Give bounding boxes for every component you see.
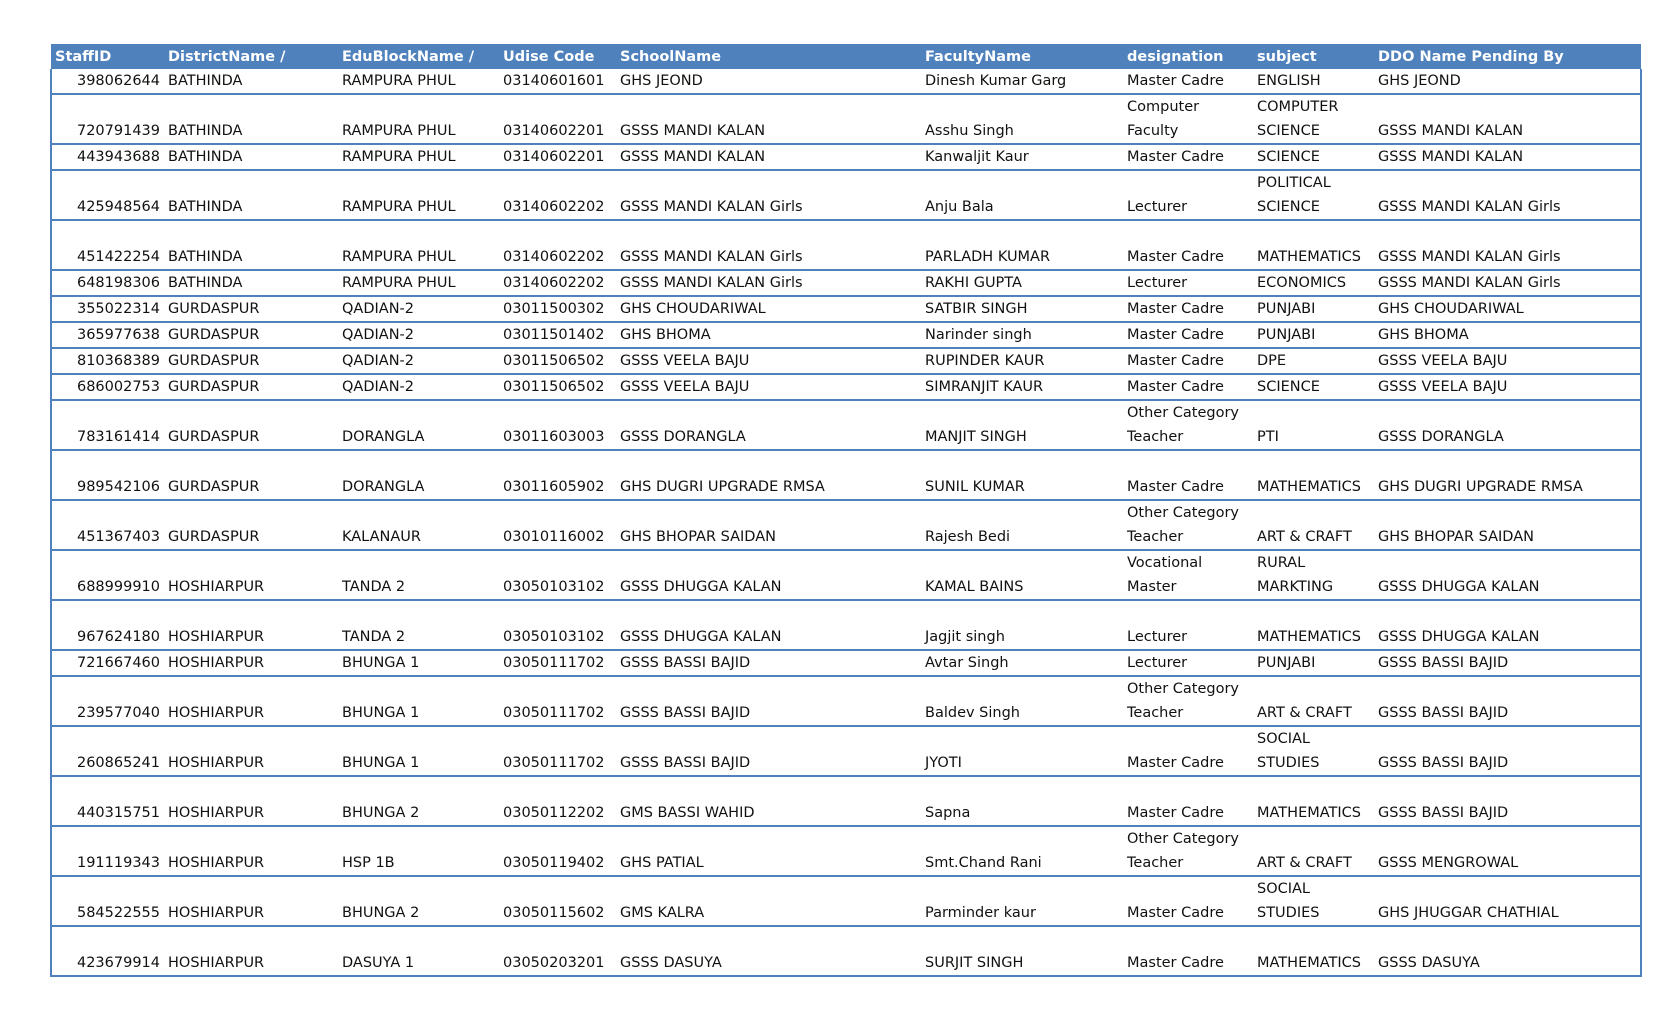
subject-cell: ECONOMICS <box>1257 275 1347 291</box>
school-name-cell: GSSS MANDI KALAN <box>620 149 766 165</box>
table-row <box>51 170 1641 220</box>
udise-code-cell: 03050111702 <box>503 755 605 771</box>
faculty-name-cell: JYOTI <box>925 755 962 771</box>
district-cell: GURDASPUR <box>168 353 260 369</box>
col-header-udise-code: Udise Code <box>499 44 616 69</box>
subject-cell: SOCIAL STUDIES <box>1257 881 1320 921</box>
ddo-name-cell: GSSS MENGROWAL <box>1374 826 1641 876</box>
ddo-name-cell: GHS BHOMA <box>1374 322 1641 348</box>
designation-cell: Master Cadre <box>1127 955 1224 971</box>
staff-id-cell: 989542106 <box>51 450 164 500</box>
staff-id-cell: 451422254 <box>51 220 164 270</box>
ddo-name-cell: GHS CHOUDARIWAL <box>1374 296 1641 322</box>
district-cell: GURDASPUR <box>168 327 260 343</box>
subject-cell: MATHEMATICS <box>1257 479 1361 495</box>
designation-cell: Master Cadre <box>1127 805 1224 821</box>
edu-block-cell: DASUYA 1 <box>342 955 415 971</box>
faculty-name-cell: Sapna <box>925 805 971 821</box>
edu-block-cell: RAMPURA PHUL <box>342 249 456 265</box>
faculty-name-cell: Jagjit singh <box>925 629 1005 645</box>
faculty-name-cell: KAMAL BAINS <box>925 579 1024 595</box>
subject-cell: RURAL MARKTING <box>1257 555 1334 595</box>
udise-code-cell: 03050112202 <box>503 805 605 821</box>
udise-code-cell: 03050203201 <box>503 955 605 971</box>
school-name-cell: GHS BHOPAR SAIDAN <box>620 529 776 545</box>
staff-id-cell: 440315751 <box>51 776 164 826</box>
faculty-name-cell: Avtar Singh <box>925 655 1009 671</box>
designation-cell: Master Cadre <box>1127 327 1224 343</box>
table-row <box>51 348 1641 374</box>
designation-cell: Computer Faculty <box>1127 99 1200 139</box>
district-cell: BATHINDA <box>168 123 243 139</box>
designation-cell: Lecturer <box>1127 199 1188 215</box>
staff-id-cell: 967624180 <box>51 600 164 650</box>
district-cell: HOSHIARPUR <box>168 629 265 645</box>
col-header-edu-block: EduBlockName / <box>338 44 499 69</box>
edu-block-cell: BHUNGA 2 <box>342 805 420 821</box>
staff-id-cell: 810368389 <box>51 348 164 374</box>
faculty-name-cell: Smt.Chand Rani <box>925 855 1042 871</box>
edu-block-cell: QADIAN-2 <box>342 327 414 343</box>
subject-cell: MATHEMATICS <box>1257 249 1361 265</box>
col-header-subject: subject <box>1253 44 1374 69</box>
header-row <box>51 44 1641 69</box>
ddo-name-cell: GHS BHOPAR SAIDAN <box>1374 500 1641 550</box>
designation-cell: Master Cadre <box>1127 353 1224 369</box>
designation-cell: Master Cadre <box>1127 149 1224 165</box>
district-cell: HOSHIARPUR <box>168 805 265 821</box>
subject-cell: ART & CRAFT <box>1257 855 1352 871</box>
ddo-name-cell: GSSS DORANGLA <box>1374 400 1641 450</box>
subject-cell: ART & CRAFT <box>1257 705 1352 721</box>
district-cell: HOSHIARPUR <box>168 755 265 771</box>
school-name-cell: GSSS BASSI BAJID <box>620 705 751 721</box>
district-cell: BATHINDA <box>168 73 243 89</box>
edu-block-cell: BHUNGA 1 <box>342 705 420 721</box>
table-row <box>51 69 1641 94</box>
udise-code-cell: 03011506502 <box>503 353 605 369</box>
staff-id-cell: 191119343 <box>51 826 164 876</box>
subject-cell: SOCIAL STUDIES <box>1257 731 1320 771</box>
staff-id-cell: 423679914 <box>51 926 164 976</box>
district-cell: GURDASPUR <box>168 429 260 445</box>
staff-id-cell: 686002753 <box>51 374 164 400</box>
school-name-cell: GSSS MANDI KALAN Girls <box>620 275 803 291</box>
udise-code-cell: 03050103102 <box>503 579 605 595</box>
district-cell: BATHINDA <box>168 199 243 215</box>
district-cell: GURDASPUR <box>168 529 260 545</box>
designation-cell: Other Category Teacher <box>1127 505 1240 545</box>
udise-code-cell: 03140602201 <box>503 123 605 139</box>
faculty-name-cell: Kanwaljit Kaur <box>925 149 1029 165</box>
school-name-cell: GHS DUGRI UPGRADE RMSA <box>620 479 825 495</box>
ddo-name-cell: GSSS BASSI BAJID <box>1374 726 1641 776</box>
school-name-cell: GMS KALRA <box>620 905 705 921</box>
udise-code-cell: 03140601601 <box>503 73 605 89</box>
school-name-cell: GSSS DHUGGA KALAN <box>620 579 782 595</box>
subject-cell: PUNJABI <box>1257 655 1316 671</box>
district-cell: HOSHIARPUR <box>168 655 265 671</box>
district-cell: BATHINDA <box>168 249 243 265</box>
staff-id-cell: 365977638 <box>51 322 164 348</box>
faculty-name-cell: MANJIT SINGH <box>925 429 1027 445</box>
udise-code-cell: 03011500302 <box>503 301 605 317</box>
ddo-name-cell: GSSS BASSI BAJID <box>1374 676 1641 726</box>
staff-id-cell: 425948564 <box>51 170 164 220</box>
udise-code-cell: 03011501402 <box>503 327 605 343</box>
subject-cell: MATHEMATICS <box>1257 955 1361 971</box>
designation-cell: Master Cadre <box>1127 301 1224 317</box>
staff-id-cell: 720791439 <box>51 94 164 144</box>
subject-cell: MATHEMATICS <box>1257 629 1361 645</box>
edu-block-cell: KALANAUR <box>342 529 421 545</box>
ddo-name-cell: GHS JHUGGAR CHATHIAL <box>1374 876 1641 926</box>
udise-code-cell: 03050115602 <box>503 905 605 921</box>
ddo-name-cell: GSSS DASUYA <box>1374 926 1641 976</box>
district-cell: GURDASPUR <box>168 479 260 495</box>
udise-code-cell: 03050111702 <box>503 655 605 671</box>
subject-cell: ENGLISH <box>1257 73 1321 89</box>
ddo-name-cell: GSSS MANDI KALAN <box>1374 144 1641 170</box>
district-cell: HOSHIARPUR <box>168 855 265 871</box>
faculty-name-cell: Anju Bala <box>925 199 994 215</box>
subject-cell: ART & CRAFT <box>1257 529 1352 545</box>
faculty-name-cell: SATBIR SINGH <box>925 301 1028 317</box>
designation-cell: Master Cadre <box>1127 755 1224 771</box>
table-row <box>51 550 1641 600</box>
table-row <box>51 144 1641 170</box>
table-row <box>51 270 1641 296</box>
designation-cell: Lecturer <box>1127 629 1188 645</box>
col-header-staff-id: StaffID <box>51 44 164 69</box>
district-cell: GURDASPUR <box>168 301 260 317</box>
udise-code-cell: 03140602202 <box>503 199 605 215</box>
ddo-name-cell: GSSS MANDI KALAN Girls <box>1374 170 1641 220</box>
col-header-district: DistrictName / <box>164 44 338 69</box>
edu-block-cell: RAMPURA PHUL <box>342 199 456 215</box>
staff-id-cell: 648198306 <box>51 270 164 296</box>
district-cell: HOSHIARPUR <box>168 905 265 921</box>
district-cell: BATHINDA <box>168 275 243 291</box>
edu-block-cell: BHUNGA 1 <box>342 755 420 771</box>
edu-block-cell: RAMPURA PHUL <box>342 123 456 139</box>
faculty-name-cell: RUPINDER KAUR <box>925 353 1045 369</box>
school-name-cell: GHS BHOMA <box>620 327 711 343</box>
table-row <box>51 876 1641 926</box>
ddo-name-cell: GSSS VEELA BAJU <box>1374 348 1641 374</box>
designation-cell: Master Cadre <box>1127 249 1224 265</box>
ddo-name-cell: GSSS VEELA BAJU <box>1374 374 1641 400</box>
udise-code-cell: 03010116002 <box>503 529 605 545</box>
faculty-name-cell: SIMRANJIT KAUR <box>925 379 1044 395</box>
faculty-name-cell: SUNIL KUMAR <box>925 479 1025 495</box>
school-name-cell: GHS CHOUDARIWAL <box>620 301 766 317</box>
col-header-ddo-name: DDO Name Pending By <box>1374 44 1641 69</box>
edu-block-cell: RAMPURA PHUL <box>342 149 456 165</box>
col-header-designation: designation <box>1123 44 1253 69</box>
faculty-name-cell: RAKHI GUPTA <box>925 275 1022 291</box>
school-name-cell: GSSS MANDI KALAN Girls <box>620 199 803 215</box>
edu-block-cell: BHUNGA 2 <box>342 905 420 921</box>
edu-block-cell: HSP 1B <box>342 855 395 871</box>
table-row <box>51 650 1641 676</box>
designation-cell: Lecturer <box>1127 655 1188 671</box>
edu-block-cell: BHUNGA 1 <box>342 655 420 671</box>
subject-cell: MATHEMATICS <box>1257 805 1361 821</box>
designation-cell: Lecturer <box>1127 275 1188 291</box>
school-name-cell: GHS JEOND <box>620 73 703 89</box>
designation-cell: Master Cadre <box>1127 905 1224 921</box>
subject-cell: COMPUTER SCIENCE <box>1257 99 1339 139</box>
staff-id-cell: 584522555 <box>51 876 164 926</box>
ddo-name-cell: GSSS MANDI KALAN <box>1374 94 1641 144</box>
staff-table <box>50 44 1642 977</box>
subject-cell: PUNJABI <box>1257 301 1316 317</box>
school-name-cell: GSSS BASSI BAJID <box>620 655 751 671</box>
district-cell: BATHINDA <box>168 149 243 165</box>
school-name-cell: GSSS BASSI BAJID <box>620 755 751 771</box>
edu-block-cell: RAMPURA PHUL <box>342 73 456 89</box>
table-row <box>51 726 1641 776</box>
faculty-name-cell: Rajesh Bedi <box>925 529 1011 545</box>
table-row <box>51 94 1641 144</box>
faculty-name-cell: PARLADH KUMAR <box>925 249 1051 265</box>
district-cell: GURDASPUR <box>168 379 260 395</box>
edu-block-cell: DORANGLA <box>342 479 425 495</box>
table-row <box>51 374 1641 400</box>
designation-cell: Master Cadre <box>1127 73 1224 89</box>
edu-block-cell: QADIAN-2 <box>342 301 414 317</box>
table-row <box>51 450 1641 500</box>
school-name-cell: GSSS DORANGLA <box>620 429 746 445</box>
udise-code-cell: 03050103102 <box>503 629 605 645</box>
table-row <box>51 220 1641 270</box>
subject-cell: PUNJABI <box>1257 327 1316 343</box>
designation-cell: Master Cadre <box>1127 479 1224 495</box>
ddo-name-cell: GSSS DHUGGA KALAN <box>1374 550 1641 600</box>
table-row <box>51 926 1641 976</box>
staff-id-cell: 783161414 <box>51 400 164 450</box>
school-name-cell: GSSS MANDI KALAN <box>620 123 766 139</box>
ddo-name-cell: GSSS BASSI BAJID <box>1374 776 1641 826</box>
table-row <box>51 776 1641 826</box>
table-row <box>51 400 1641 450</box>
col-header-faculty: FacultyName <box>921 44 1123 69</box>
district-cell: HOSHIARPUR <box>168 705 265 721</box>
staff-id-cell: 260865241 <box>51 726 164 776</box>
ddo-name-cell: GSSS MANDI KALAN Girls <box>1374 220 1641 270</box>
school-name-cell: GSSS DHUGGA KALAN <box>620 629 782 645</box>
edu-block-cell: TANDA 2 <box>342 579 406 595</box>
udise-code-cell: 03140602202 <box>503 275 605 291</box>
subject-cell: SCIENCE <box>1257 379 1320 395</box>
table-row <box>51 322 1641 348</box>
table-row <box>51 600 1641 650</box>
designation-cell: Master Cadre <box>1127 379 1224 395</box>
udise-code-cell: 03011603003 <box>503 429 605 445</box>
school-name-cell: GMS BASSI WAHID <box>620 805 755 821</box>
udise-code-cell: 03050119402 <box>503 855 605 871</box>
faculty-name-cell: Parminder kaur <box>925 905 1036 921</box>
staff-id-cell: 398062644 <box>51 69 164 94</box>
faculty-name-cell: SURJIT SINGH <box>925 955 1024 971</box>
subject-cell: SCIENCE <box>1257 149 1320 165</box>
school-name-cell: GSSS VEELA BAJU <box>620 379 750 395</box>
staff-id-cell: 239577040 <box>51 676 164 726</box>
udise-code-cell: 03140602201 <box>503 149 605 165</box>
udise-code-cell: 03011605902 <box>503 479 605 495</box>
edu-block-cell: QADIAN-2 <box>342 379 414 395</box>
table-row <box>51 676 1641 726</box>
staff-id-cell: 721667460 <box>51 650 164 676</box>
faculty-name-cell: Baldev Singh <box>925 705 1020 721</box>
subject-cell: DPE <box>1257 353 1287 369</box>
district-cell: HOSHIARPUR <box>168 579 265 595</box>
school-name-cell: GSSS VEELA BAJU <box>620 353 750 369</box>
table-row <box>51 296 1641 322</box>
edu-block-cell: QADIAN-2 <box>342 353 414 369</box>
table-row <box>51 500 1641 550</box>
designation-cell: Vocational Master <box>1127 555 1203 595</box>
col-header-school: SchoolName <box>616 44 921 69</box>
udise-code-cell: 03050111702 <box>503 705 605 721</box>
edu-block-cell: TANDA 2 <box>342 629 406 645</box>
school-name-cell: GSSS MANDI KALAN Girls <box>620 249 803 265</box>
faculty-name-cell: Dinesh Kumar Garg <box>925 73 1067 89</box>
designation-cell: Other Category Teacher <box>1127 831 1240 871</box>
staff-id-cell: 451367403 <box>51 500 164 550</box>
school-name-cell: GHS PATIAL <box>620 855 704 871</box>
staff-id-cell: 355022314 <box>51 296 164 322</box>
subject-cell: PTI <box>1257 429 1279 445</box>
subject-cell: POLITICAL SCIENCE <box>1257 175 1331 215</box>
ddo-name-cell: GHS JEOND <box>1374 69 1641 94</box>
table-row <box>51 826 1641 876</box>
staff-id-cell: 688999910 <box>51 550 164 600</box>
ddo-name-cell: GSSS DHUGGA KALAN <box>1374 600 1641 650</box>
faculty-name-cell: Narinder singh <box>925 327 1032 343</box>
staff-id-cell: 443943688 <box>51 144 164 170</box>
district-cell: HOSHIARPUR <box>168 955 265 971</box>
udise-code-cell: 03140602202 <box>503 249 605 265</box>
edu-block-cell: RAMPURA PHUL <box>342 275 456 291</box>
faculty-name-cell: Asshu Singh <box>925 123 1014 139</box>
edu-block-cell: DORANGLA <box>342 429 425 445</box>
udise-code-cell: 03011506502 <box>503 379 605 395</box>
designation-cell: Other Category Teacher <box>1127 681 1240 721</box>
ddo-name-cell: GSSS MANDI KALAN Girls <box>1374 270 1641 296</box>
designation-cell: Other Category Teacher <box>1127 405 1240 445</box>
ddo-name-cell: GSSS BASSI BAJID <box>1374 650 1641 676</box>
ddo-name-cell: GHS DUGRI UPGRADE RMSA <box>1374 450 1641 500</box>
school-name-cell: GSSS DASUYA <box>620 955 722 971</box>
